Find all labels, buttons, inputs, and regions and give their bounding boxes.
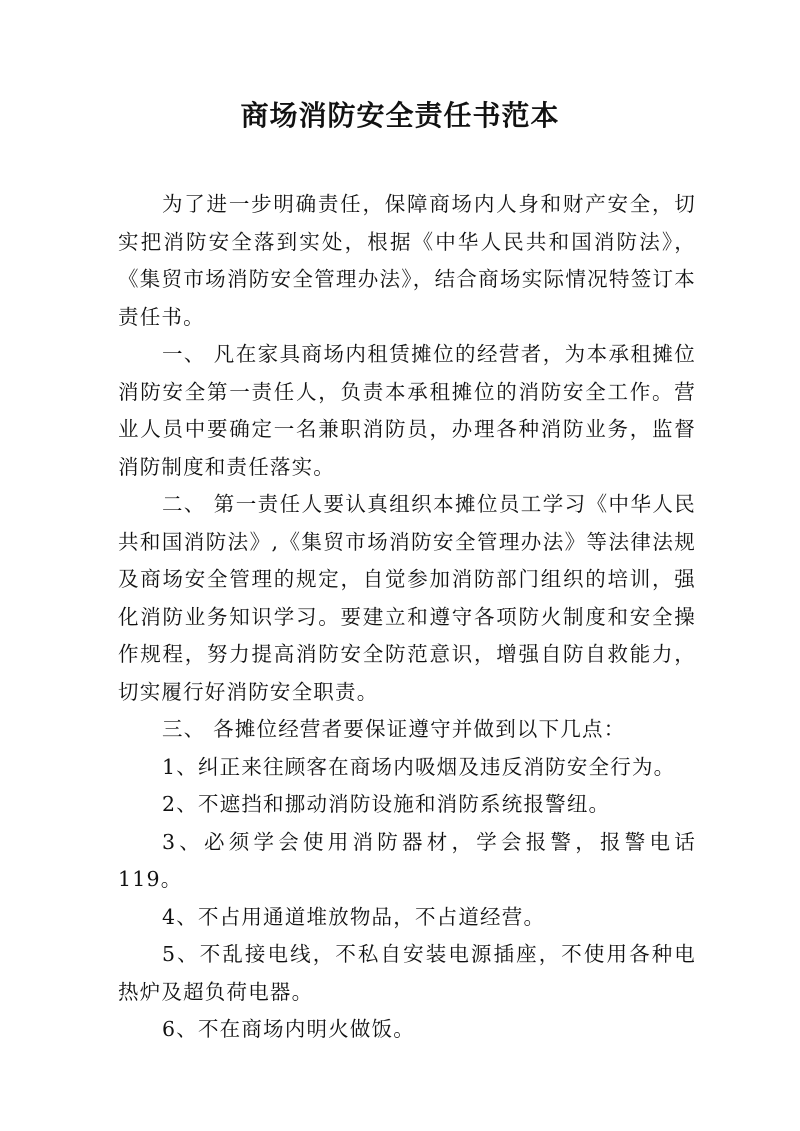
rule-item-5: 5、不乱接电线，不私自安装电源插座，不使用各种电热炉及超负荷电器。 xyxy=(118,942,696,1004)
clause-three-paragraph: 三、 各摊位经营者要保证遵守并做到以下几点： xyxy=(162,717,626,741)
document-body xyxy=(118,186,696,1049)
clause-one-paragraph: 一、 凡在家具商场内租赁摊位的经营者，为本承租摊位消防安全第一责任人，负责本承租摊位的消防安全工作。营业人员中要确定一名兼职消防员，办理各种消防业务，监督消防制度和责任落实。 xyxy=(118,342,696,479)
intro-paragraph: 为了进一步明确责任，保障商场内人身和财产安全，切实把消防安全落到实处，根据《中华人民共和国消防法》，《集贸市场消防安全管理办法》，结合商场实际情况特签订本责任书。 xyxy=(118,192,696,329)
rule-item-3: 3、必须学会使用消防器材，学会报警，报警电话 119。 xyxy=(118,829,696,891)
document-title: 商场消防安全责任书范本 xyxy=(240,99,560,132)
rule-item-1: 1、纠正来往顾客在商场内吸烟及违反消防安全行为。 xyxy=(162,754,676,779)
rule-item-4: 4、不占用通道堆放物品，不占道经营。 xyxy=(162,904,546,929)
rule-item-2: 2、不遮挡和挪动消防设施和消防系统报警纽。 xyxy=(162,792,611,816)
clause-two-paragraph: 二、 第一责任人要认真组织本摊位员工学习《中华人民共和国消防法》,《集贸市场消防安全管理办法》等法律法规及商场安全管理的规定，自觉参加消防部门组织的培训，强化消防业务知识学习。要建立和遵守各项防火制度和安全操作规程，努力提高消防安全防范意识，增强自防自救能力，切实履行好消防安全职责。 xyxy=(118,492,696,704)
rule-item-6: 6、不在商场内明火做饭。 xyxy=(162,1017,415,1041)
